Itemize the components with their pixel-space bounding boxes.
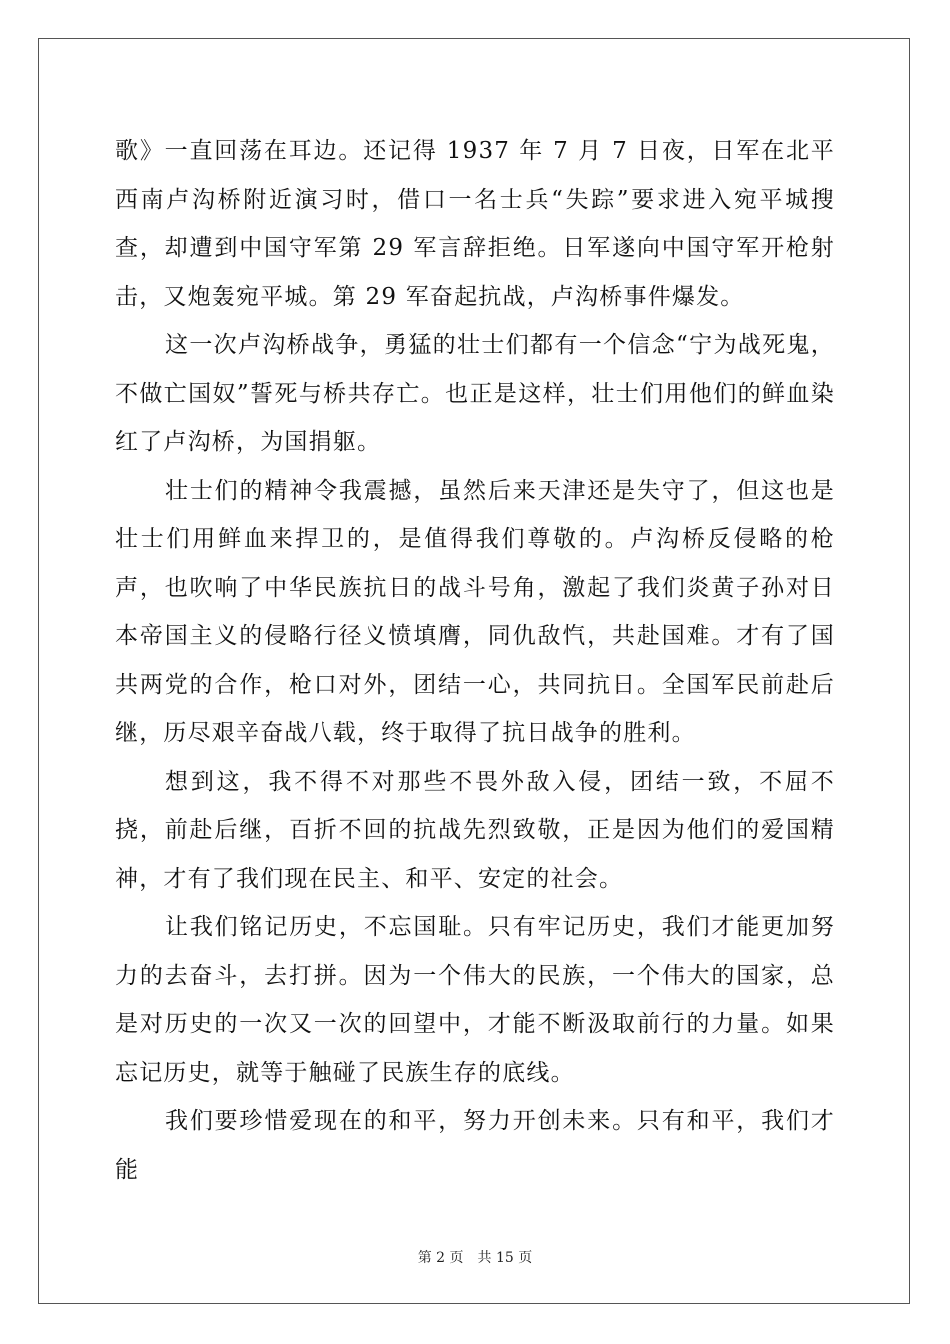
paragraph-3: 壮士们的精神令我震撼，虽然后来天津还是失守了，但这也是壮士们用鲜血来捍卫的，是值得我们尊敬的。卢沟桥反侵略的枪声，也吹响了中华民族抗日的战斗号角，激起了我们炎黄子孙对日本帝国主义的侵略行径义愤填膺，同仇敌忾，共赴国难。才有了国共两党的合作，枪口对外，团结一心，共同抗日。全国军民前赴后继，历尽艰辛奋战八载，终于取得了抗日战争的胜利。 (115, 477, 835, 746)
paragraph-2: 这一次卢沟桥战争，勇猛的壮士们都有一个信念“宁为战死鬼，不做亡国奴”誓死与桥共存亡。也正是这样，壮士们用他们的鲜血染红了卢沟桥，为国捐躯。 (115, 332, 835, 455)
paragraph-5: 让我们铭记历史，不忘国耻。只有牢记历史，我们才能更加努力的去奋斗，去打拼。因为一个伟大的民族，一个伟大的国家，总是对历史的一次又一次的回望中，才能不断汲取前行的力量。如果忘记历史，就等于触碰了民族生存的底线。 (115, 914, 835, 1086)
paragraph-6: 我们要珍惜爱现在的和平，努力开创未来。只有和平，我们才能 (115, 1108, 835, 1183)
paragraph-1: 歌》一直回荡在耳边。还记得 1937 年 7 月 7 日夜，日军在北平西南卢沟桥附近演习时，借口一名士兵“失踪”要求进入宛平城搜查，却遭到中国守军第 29 军言辞拒绝。日军遂向中国守军开枪射击，又炮轰宛平城。第 29 军奋起抗战，卢沟桥事件爆发。 (115, 138, 835, 310)
page-footer (0, 1247, 950, 1267)
document-body (115, 127, 835, 1194)
paragraph-4: 想到这，我不得不对那些不畏外敌入侵，团结一致，不屈不挠，前赴后继，百折不回的抗战先烈致敬，正是因为他们的爱国精神，才有了我们现在民主、和平、安定的社会。 (115, 768, 835, 892)
page-number: 第 2 页 (417, 1250, 464, 1266)
page-total: 共 15 页 (477, 1250, 533, 1266)
